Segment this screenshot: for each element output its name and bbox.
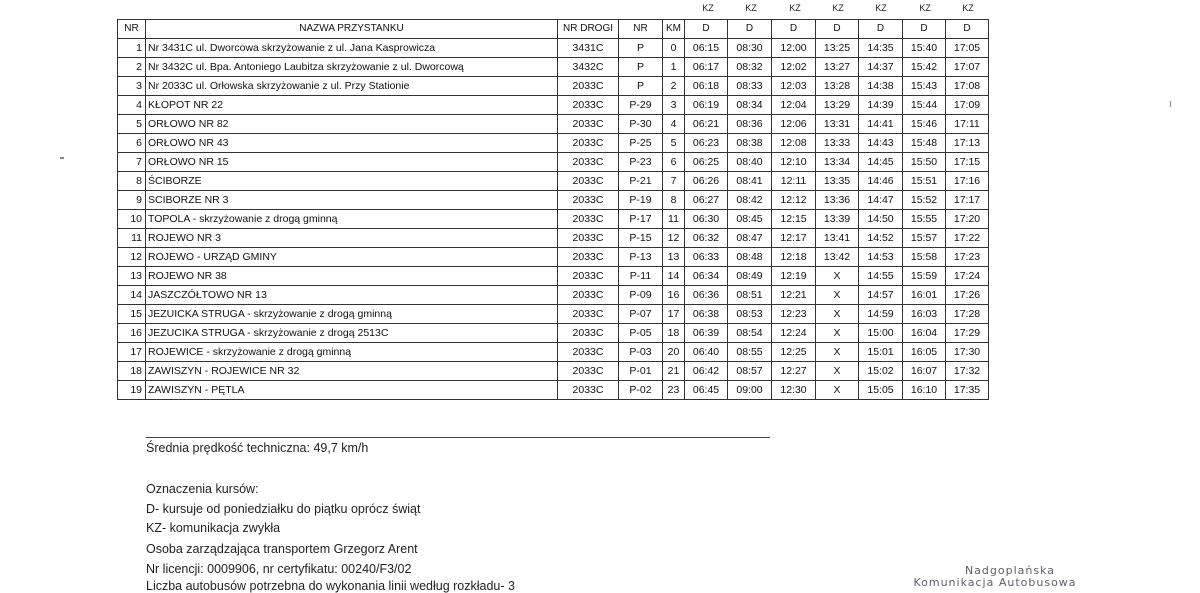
- stop-name: ORŁOWO NR 82: [146, 115, 558, 134]
- stop-name: ŚCIBORZE: [146, 172, 558, 191]
- road-number: 2033C: [558, 115, 619, 134]
- table-row: [118, 96, 989, 115]
- departure-time: X: [816, 324, 859, 343]
- departure-time: 15:58: [903, 248, 946, 267]
- departure-time: 06:34: [685, 267, 728, 286]
- departure-time: 14:43: [859, 134, 903, 153]
- departure-time: 15:48: [903, 134, 946, 153]
- distance-km: 2: [663, 77, 685, 96]
- stop-name: JEZUICKA STRUGA - skrzyżowanie z drogą gminną: [146, 305, 558, 324]
- departure-time: 06:15: [685, 39, 728, 58]
- table-row: [118, 267, 989, 286]
- distance-km: 18: [663, 324, 685, 343]
- departure-time: 15:42: [903, 58, 946, 77]
- departure-time: 14:39: [859, 96, 903, 115]
- departure-time: 06:27: [685, 191, 728, 210]
- departure-time: 08:36: [728, 115, 772, 134]
- departure-time: 16:03: [903, 305, 946, 324]
- departure-time: 13:42: [816, 248, 859, 267]
- departure-time: 14:52: [859, 229, 903, 248]
- departure-time: 15:57: [903, 229, 946, 248]
- distance-km: 7: [663, 172, 685, 191]
- table-row: [118, 134, 989, 153]
- departure-time: 08:40: [728, 153, 772, 172]
- departure-time: 14:53: [859, 248, 903, 267]
- departure-time: 06:42: [685, 362, 728, 381]
- header-nr: NR: [118, 20, 146, 39]
- departure-time: 13:41: [816, 229, 859, 248]
- departure-time: 14:38: [859, 77, 903, 96]
- departure-time: 06:19: [685, 96, 728, 115]
- departure-time: 15:51: [903, 172, 946, 191]
- departure-time: 17:29: [946, 324, 989, 343]
- departure-time: 09:00: [728, 381, 772, 400]
- departure-time: 06:17: [685, 58, 728, 77]
- stop-name: Nr 2033C ul. Orłowska skrzyżowanie z ul. Przy Stationie: [146, 77, 558, 96]
- departure-time: 17:35: [946, 381, 989, 400]
- table-row: [118, 343, 989, 362]
- departure-time: 12:10: [772, 153, 816, 172]
- departure-time: 17:32: [946, 362, 989, 381]
- departure-time: 17:15: [946, 153, 989, 172]
- departure-time: 14:55: [859, 267, 903, 286]
- distance-km: 4: [663, 115, 685, 134]
- departure-time: 12:02: [772, 58, 816, 77]
- post-number: P-19: [619, 191, 663, 210]
- departure-time: 13:31: [816, 115, 859, 134]
- table-row: [118, 153, 989, 172]
- post-number: P-30: [619, 115, 663, 134]
- departure-time: X: [816, 305, 859, 324]
- departure-time: 13:27: [816, 58, 859, 77]
- departure-time: 06:32: [685, 229, 728, 248]
- departure-time: 17:24: [946, 267, 989, 286]
- departure-time: 08:55: [728, 343, 772, 362]
- stop-name: ORŁOWO NR 15: [146, 153, 558, 172]
- kz-label-5: KZ: [875, 3, 887, 13]
- company-stamp: [895, 565, 1095, 589]
- departure-time: 14:35: [859, 39, 903, 58]
- stop-name: ZAWISZYN - PĘTLA: [146, 381, 558, 400]
- departure-time: 13:34: [816, 153, 859, 172]
- departure-time: 08:38: [728, 134, 772, 153]
- departure-time: 12:00: [772, 39, 816, 58]
- departure-time: 06:39: [685, 324, 728, 343]
- departure-time: 08:32: [728, 58, 772, 77]
- departure-time: 15:01: [859, 343, 903, 362]
- table-row: [118, 172, 989, 191]
- road-number: 2033C: [558, 248, 619, 267]
- post-number: P-15: [619, 229, 663, 248]
- row-number: 16: [118, 324, 146, 343]
- distance-km: 21: [663, 362, 685, 381]
- post-number: P-02: [619, 381, 663, 400]
- post-number: P-03: [619, 343, 663, 362]
- post-number: P-17: [619, 210, 663, 229]
- departure-time: 06:36: [685, 286, 728, 305]
- departure-time: 14:59: [859, 305, 903, 324]
- departure-time: 08:33: [728, 77, 772, 96]
- departure-time: X: [816, 343, 859, 362]
- departure-time: 08:30: [728, 39, 772, 58]
- departure-time: 16:05: [903, 343, 946, 362]
- table-row: [118, 381, 989, 400]
- row-number: 5: [118, 115, 146, 134]
- departure-time: 08:34: [728, 96, 772, 115]
- departure-time: 08:47: [728, 229, 772, 248]
- table-row: [118, 191, 989, 210]
- average-speed: Średnia prędkość techniczna: 49,7 km/h: [146, 441, 369, 455]
- departure-time: 17:13: [946, 134, 989, 153]
- departure-time: 17:16: [946, 172, 989, 191]
- post-number: P: [619, 77, 663, 96]
- post-number: P-29: [619, 96, 663, 115]
- departure-time: 12:21: [772, 286, 816, 305]
- table-row: [118, 39, 989, 58]
- row-number: 14: [118, 286, 146, 305]
- departure-time: 17:17: [946, 191, 989, 210]
- header-post-number: NR: [619, 20, 663, 39]
- departure-time: 17:23: [946, 248, 989, 267]
- stop-name: ROJEWICE - skrzyżowanie z drogą gminną: [146, 343, 558, 362]
- departure-time: 06:23: [685, 134, 728, 153]
- table-row: [118, 115, 989, 134]
- departure-time: 08:49: [728, 267, 772, 286]
- table-row: [118, 248, 989, 267]
- departure-time: 12:30: [772, 381, 816, 400]
- departure-time: 17:30: [946, 343, 989, 362]
- departure-time: 15:05: [859, 381, 903, 400]
- departure-time: 13:33: [816, 134, 859, 153]
- distance-km: 3: [663, 96, 685, 115]
- row-number: 18: [118, 362, 146, 381]
- distance-km: 1: [663, 58, 685, 77]
- timetable-body: [118, 39, 989, 400]
- table-row: [118, 362, 989, 381]
- kz-label-6: KZ: [919, 3, 931, 13]
- road-number: 2033C: [558, 305, 619, 324]
- departure-time: 12:24: [772, 324, 816, 343]
- stop-name: SCIBORZE NR 3: [146, 191, 558, 210]
- header-day-2: D: [728, 20, 772, 39]
- departure-time: 15:44: [903, 96, 946, 115]
- license-info: Nr licencji: 0009906, nr certyfikatu: 00240/F3/02: [146, 562, 412, 576]
- departure-time: 06:30: [685, 210, 728, 229]
- row-number: 12: [118, 248, 146, 267]
- departure-time: 17:26: [946, 286, 989, 305]
- departure-time: 12:08: [772, 134, 816, 153]
- departure-time: 16:01: [903, 286, 946, 305]
- departure-time: 12:25: [772, 343, 816, 362]
- departure-time: 12:23: [772, 305, 816, 324]
- post-number: P-21: [619, 172, 663, 191]
- kz-label-2: KZ: [745, 3, 757, 13]
- departure-time: 15:02: [859, 362, 903, 381]
- departure-time: X: [816, 381, 859, 400]
- row-number: 6: [118, 134, 146, 153]
- departure-time: 08:45: [728, 210, 772, 229]
- departure-time: 08:54: [728, 324, 772, 343]
- table-row: [118, 324, 989, 343]
- stop-name: JASZCZÓŁTOWO NR 13: [146, 286, 558, 305]
- road-number: 2033C: [558, 134, 619, 153]
- departure-time: 12:11: [772, 172, 816, 191]
- departure-time: 14:45: [859, 153, 903, 172]
- distance-km: 13: [663, 248, 685, 267]
- row-number: 10: [118, 210, 146, 229]
- post-number: P-13: [619, 248, 663, 267]
- stop-name: JEZUCIKA STRUGA - skrzyżowanie z drogą 2513C: [146, 324, 558, 343]
- departure-time: 12:17: [772, 229, 816, 248]
- stop-name: Nr 3431C ul. Dworcowa skrzyżowanie z ul. Jana Kasprowicza: [146, 39, 558, 58]
- scan-speck: [60, 157, 64, 159]
- table-row: [118, 229, 989, 248]
- stop-name: KŁOPOT NR 22: [146, 96, 558, 115]
- post-number: P-23: [619, 153, 663, 172]
- header-day-3: D: [772, 20, 816, 39]
- distance-km: 23: [663, 381, 685, 400]
- departure-time: 08:53: [728, 305, 772, 324]
- departure-time: 06:38: [685, 305, 728, 324]
- road-number: 2033C: [558, 267, 619, 286]
- stop-name: ROJEWO - URZĄD GMINY: [146, 248, 558, 267]
- departure-time: 08:48: [728, 248, 772, 267]
- departure-time: 08:57: [728, 362, 772, 381]
- stamp-line-2: Komunikacja Autobusowa: [913, 576, 1077, 589]
- departure-time: 14:41: [859, 115, 903, 134]
- departure-time: 13:35: [816, 172, 859, 191]
- legend-kz: KZ- komunikacja zwykła: [146, 521, 281, 535]
- distance-km: 14: [663, 267, 685, 286]
- row-number: 8: [118, 172, 146, 191]
- departure-time: 17:20: [946, 210, 989, 229]
- departure-time: 08:51: [728, 286, 772, 305]
- road-number: 2033C: [558, 381, 619, 400]
- row-number: 11: [118, 229, 146, 248]
- post-number: P-01: [619, 362, 663, 381]
- road-number: 2033C: [558, 229, 619, 248]
- header-row: [118, 20, 989, 39]
- departure-time: 13:25: [816, 39, 859, 58]
- departure-time: 12:03: [772, 77, 816, 96]
- stop-name: ROJEWO NR 3: [146, 229, 558, 248]
- departure-time: 17:11: [946, 115, 989, 134]
- scan-speck: [1170, 101, 1171, 107]
- table-row: [118, 58, 989, 77]
- road-number: 2033C: [558, 286, 619, 305]
- departure-time: X: [816, 286, 859, 305]
- departure-time: 12:04: [772, 96, 816, 115]
- departure-time: 12:18: [772, 248, 816, 267]
- departure-time: 17:07: [946, 58, 989, 77]
- departure-time: 14:57: [859, 286, 903, 305]
- stop-name: ORŁOWO NR 43: [146, 134, 558, 153]
- departure-time: 15:40: [903, 39, 946, 58]
- departure-time: 17:08: [946, 77, 989, 96]
- departure-time: 12:27: [772, 362, 816, 381]
- timetable: [117, 19, 989, 400]
- departure-time: 15:00: [859, 324, 903, 343]
- header-day-7: D: [946, 20, 989, 39]
- stop-name: ROJEWO NR 38: [146, 267, 558, 286]
- departure-time: 15:46: [903, 115, 946, 134]
- road-number: 2033C: [558, 210, 619, 229]
- departure-time: 13:29: [816, 96, 859, 115]
- departure-time: 06:40: [685, 343, 728, 362]
- kz-label-7: KZ: [962, 3, 974, 13]
- row-number: 9: [118, 191, 146, 210]
- departure-time: 16:10: [903, 381, 946, 400]
- departure-time: 15:52: [903, 191, 946, 210]
- road-number: 2033C: [558, 343, 619, 362]
- header-road-number: NR DROGI: [558, 20, 619, 39]
- row-number: 15: [118, 305, 146, 324]
- legend-d: D- kursuje od poniedziałku do piątku oprócz świąt: [146, 502, 421, 516]
- departure-time: 12:15: [772, 210, 816, 229]
- departure-time: 06:25: [685, 153, 728, 172]
- post-number: P-07: [619, 305, 663, 324]
- road-number: 2033C: [558, 96, 619, 115]
- distance-km: 5: [663, 134, 685, 153]
- table-row: [118, 305, 989, 324]
- departure-time: 08:42: [728, 191, 772, 210]
- header-day-6: D: [903, 20, 946, 39]
- distance-km: 11: [663, 210, 685, 229]
- departure-time: 13:36: [816, 191, 859, 210]
- post-number: P-11: [619, 267, 663, 286]
- departure-time: 12:06: [772, 115, 816, 134]
- stop-name: TOPOLA - skrzyżowanie z drogą gminną: [146, 210, 558, 229]
- departure-time: 13:39: [816, 210, 859, 229]
- table-row: [118, 286, 989, 305]
- distance-km: 8: [663, 191, 685, 210]
- transport-manager: Osoba zarządzająca transportem Grzegorz Arent: [146, 542, 418, 556]
- departure-time: 08:41: [728, 172, 772, 191]
- road-number: 3431C: [558, 39, 619, 58]
- distance-km: 16: [663, 286, 685, 305]
- row-number: 1: [118, 39, 146, 58]
- post-number: P-09: [619, 286, 663, 305]
- departure-time: 17:09: [946, 96, 989, 115]
- departure-time: 15:59: [903, 267, 946, 286]
- kz-label-4: KZ: [832, 3, 844, 13]
- row-number: 2: [118, 58, 146, 77]
- course-type-labels: [0, 0, 1200, 18]
- stop-name: Nr 3432C ul. Bpa. Antoniego Laubitza skrzyżowanie z ul. Dworcową: [146, 58, 558, 77]
- separator-line: [146, 437, 770, 438]
- departure-time: 06:45: [685, 381, 728, 400]
- post-number: P: [619, 58, 663, 77]
- road-number: 2033C: [558, 362, 619, 381]
- row-number: 19: [118, 381, 146, 400]
- stop-name: ZAWISZYN - ROJEWICE NR 32: [146, 362, 558, 381]
- row-number: 4: [118, 96, 146, 115]
- header-day-5: D: [859, 20, 903, 39]
- header-day-4: D: [816, 20, 859, 39]
- row-number: 3: [118, 77, 146, 96]
- departure-time: X: [816, 267, 859, 286]
- header-stop-name: NAZWA PRZYSTANKU: [146, 20, 558, 39]
- departure-time: 13:28: [816, 77, 859, 96]
- distance-km: 20: [663, 343, 685, 362]
- road-number: 3432C: [558, 58, 619, 77]
- table-row: [118, 77, 989, 96]
- row-number: 7: [118, 153, 146, 172]
- header-day-1: D: [685, 20, 728, 39]
- departure-time: 17:05: [946, 39, 989, 58]
- road-number: 2033C: [558, 153, 619, 172]
- road-number: 2033C: [558, 191, 619, 210]
- departure-time: 14:47: [859, 191, 903, 210]
- departure-time: 06:18: [685, 77, 728, 96]
- departure-time: 15:43: [903, 77, 946, 96]
- distance-km: 0: [663, 39, 685, 58]
- post-number: P-25: [619, 134, 663, 153]
- departure-time: 14:50: [859, 210, 903, 229]
- departure-time: 06:33: [685, 248, 728, 267]
- distance-km: 17: [663, 305, 685, 324]
- departure-time: 06:26: [685, 172, 728, 191]
- departure-time: 14:46: [859, 172, 903, 191]
- departure-time: 12:19: [772, 267, 816, 286]
- departure-time: 14:37: [859, 58, 903, 77]
- header-km: KM: [663, 20, 685, 39]
- departure-time: 16:07: [903, 362, 946, 381]
- row-number: 17: [118, 343, 146, 362]
- post-number: P: [619, 39, 663, 58]
- bus-count: Liczba autobusów potrzebna do wykonania linii według rozkładu- 3: [146, 579, 515, 593]
- road-number: 2033C: [558, 324, 619, 343]
- departure-time: 17:28: [946, 305, 989, 324]
- departure-time: 12:12: [772, 191, 816, 210]
- legend-title: Oznaczenia kursów:: [146, 482, 259, 496]
- distance-km: 12: [663, 229, 685, 248]
- road-number: 2033C: [558, 172, 619, 191]
- road-number: 2033C: [558, 77, 619, 96]
- departure-time: 16:04: [903, 324, 946, 343]
- kz-label-1: KZ: [702, 3, 714, 13]
- departure-time: 15:55: [903, 210, 946, 229]
- distance-km: 6: [663, 153, 685, 172]
- row-number: 13: [118, 267, 146, 286]
- post-number: P-05: [619, 324, 663, 343]
- kz-label-3: KZ: [789, 3, 801, 13]
- departure-time: 15:50: [903, 153, 946, 172]
- departure-time: 06:21: [685, 115, 728, 134]
- table-row: [118, 210, 989, 229]
- stamp-line-1: Nadgoplańska: [964, 564, 1056, 577]
- departure-time: X: [816, 362, 859, 381]
- departure-time: 17:22: [946, 229, 989, 248]
